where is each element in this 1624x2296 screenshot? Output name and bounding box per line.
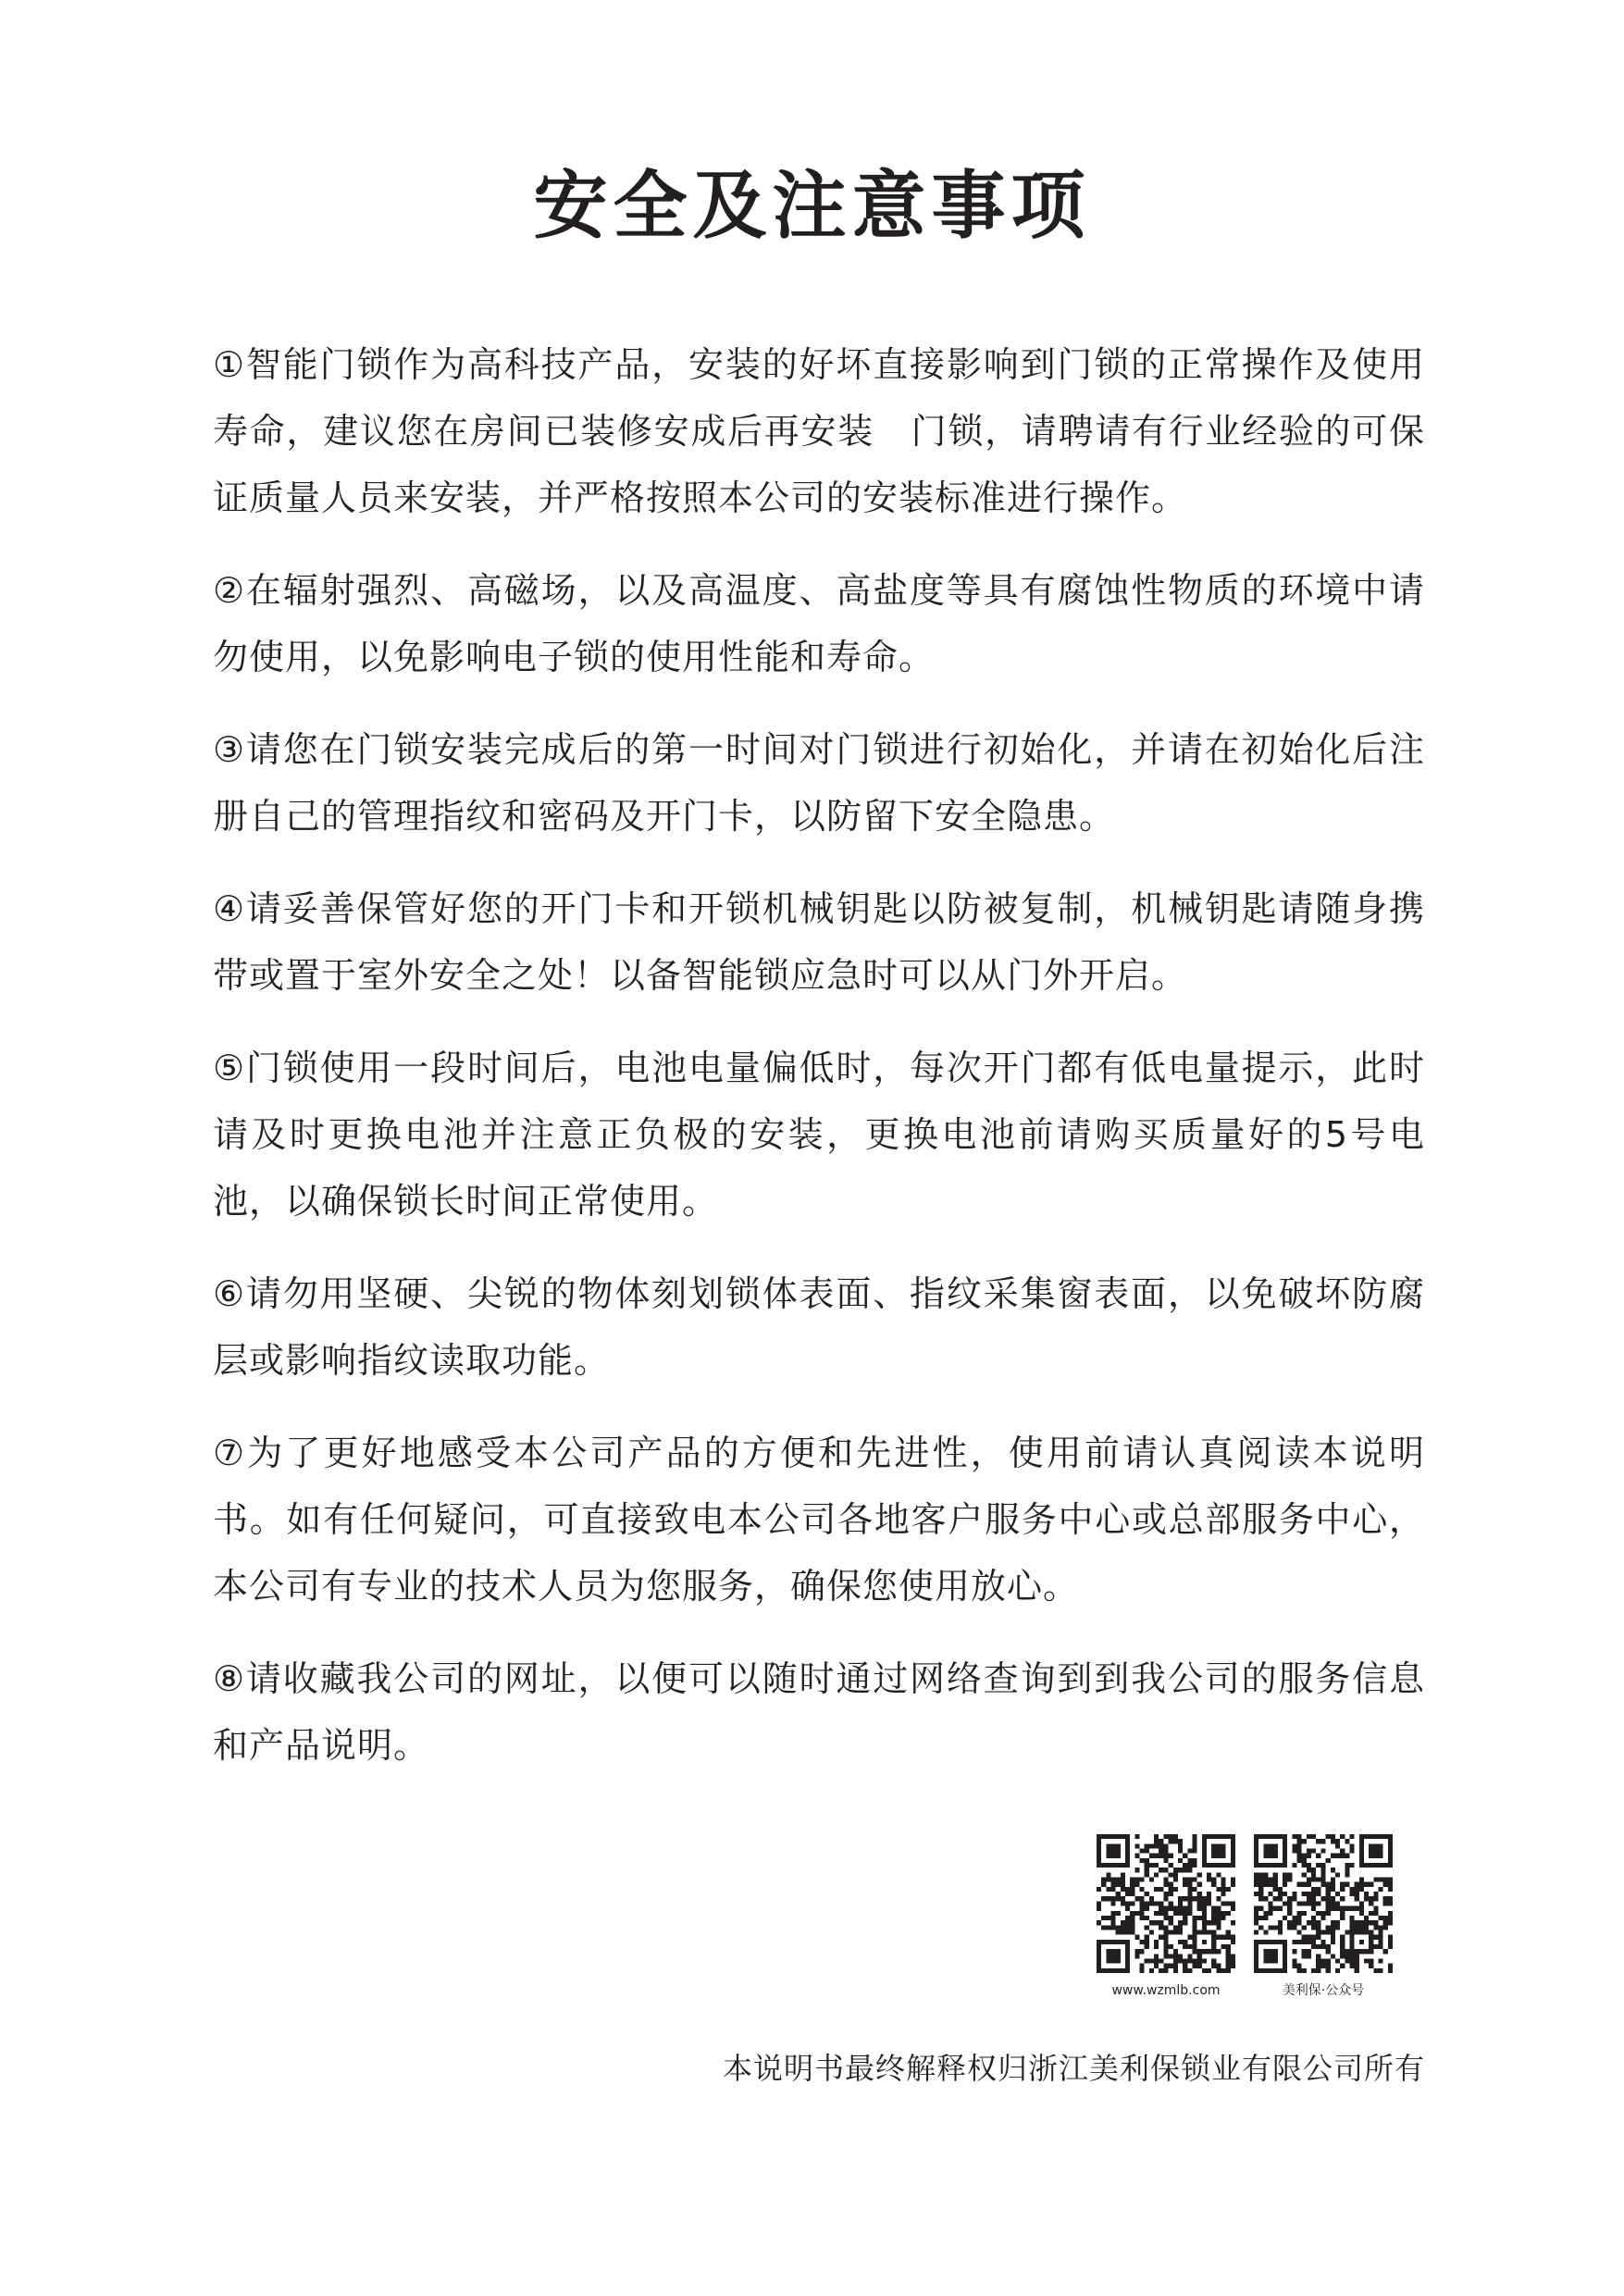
notice-item-4: ④请妥善保管好您的开门卡和开锁机械钥匙以防被复制，机械钥匙请随身携带或置于室外安全之处！以备智能锁应急时可以从门外开启。 [213,888,1425,996]
qr-code-icon [1097,1834,1235,1973]
notice-list [213,331,1425,1805]
wechat-qr [1254,1834,1393,2001]
notice-item-7: ⑦为了更好地感受本公司产品的方便和先进性，使用前请认真阅读本说明书。如有任何疑问，可直接致电本公司各地客户服务中心或总部服务中心，本公司有专业的技术人员为您服务，确保您使用放心。 [213,1433,1425,1607]
wechat-caption: 美利保·公众号 [1282,1983,1365,1998]
notice-item-1: ①智能门锁作为高科技产品，安装的好坏直接影响到门锁的正常操作及使用寿命，建议您在房间已装修安成后再安装 门锁，请聘请有行业经验的可保证质量人员来安装，并严格按照本公司的安装标准进行操作。 [213,344,1425,518]
notice-item-6: ⑥请勿用坚硬、尖锐的物体刻划锁体表面、指纹采集窗表面，以免破坏防腐层或影响指纹读取功能。 [213,1273,1425,1381]
website-qr [1097,1834,1235,2001]
website-caption: www.wzmlb.com [1111,1983,1221,1998]
notice-item-8: ⑧请收藏我公司的网址，以便可以随时通过网络查询到到我公司的服务信息和产品说明。 [213,1658,1425,1766]
notice-item-2: ②在辐射强烈、高磁场，以及高温度、高盐度等具有腐蚀性物质的环境中请勿使用，以免影响电子锁的使用性能和寿命。 [213,570,1425,677]
qr-code-area [1097,1834,1402,1998]
page-title: 安全及注意事项 [533,163,1091,249]
qr-code-icon [1254,1834,1393,1973]
copyright-footer: 本说明书最终解释权归浙江美利保锁业有限公司所有 [722,2051,1425,2086]
notice-item-5: ⑤门锁使用一段时间后，电池电量偏低时，每次开门都有低电量提示，此时请及时更换电池并注意正负极的安装，更换电池前请购买质量好的5号电池，以确保锁长时间正常使用。 [213,1048,1425,1222]
notice-item-3: ③请您在门锁安装完成后的第一时间对门锁进行初始化，并请在初始化后注册自己的管理指纹和密码及开门卡，以防留下安全隐患。 [213,729,1425,837]
